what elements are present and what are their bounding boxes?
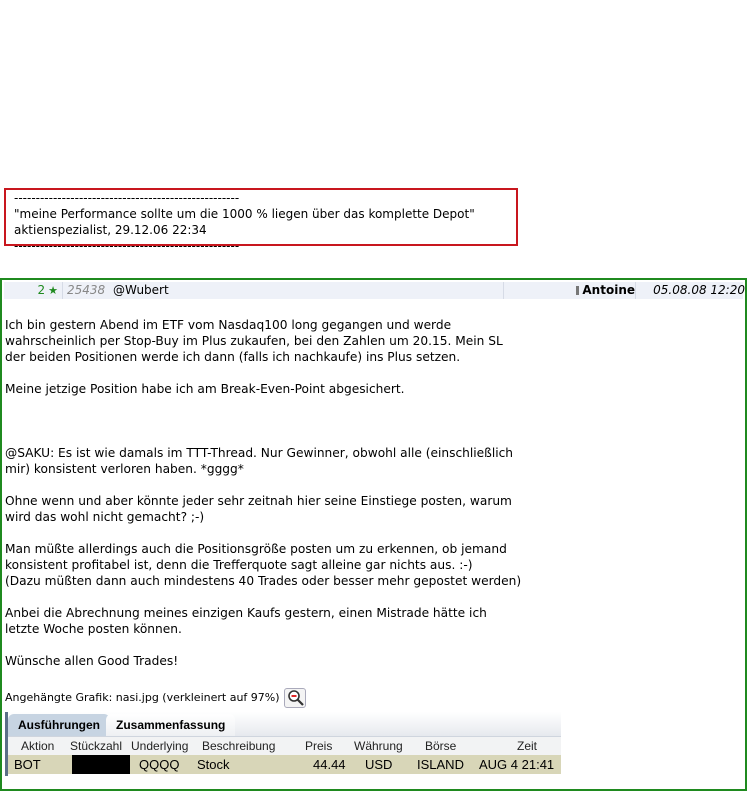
col-waehrung: Währung (354, 739, 403, 753)
body-line: konsistent profitabel ist, denn die Trefferquote sagt alleine gar nichts aus. :-) (5, 558, 473, 572)
online-status-icon (576, 286, 579, 295)
reply-to: @Wubert (113, 283, 169, 297)
post-rating[interactable] (4, 282, 63, 299)
quote-separator-bottom: ---------------------------------------------------- (14, 239, 240, 253)
body-line: @SAKU: Es ist wie damals im TTT-Thread. Nur Gewinner, obwohl alle (einschließlich (5, 446, 514, 460)
body-line: wird das wohl nicht gemacht? ;-) (5, 510, 205, 524)
attached-trade-image[interactable] (5, 712, 561, 776)
quote-attribution: aktienspezialist, 29.12.06 22:34 (14, 223, 207, 237)
col-underlying: Underlying (131, 739, 189, 753)
zoom-icon[interactable] (284, 688, 306, 708)
star-icon[interactable]: ★ (48, 284, 58, 297)
cell-waehrung: USD (365, 757, 393, 772)
cell-underlying: QQQQ (139, 757, 180, 772)
attachment-info (5, 688, 306, 708)
trade-tabs (8, 712, 561, 737)
tab-zusammenfassung: Zusammenfassung (106, 714, 235, 736)
trade-column-headers (8, 737, 561, 755)
body-line: Ohne wenn und aber könnte jeder sehr zeitnah hier seine Einstiege posten, warum (5, 494, 512, 508)
post-body (5, 317, 605, 669)
body-line: der beiden Positionen werde ich dann (falls ich nachkaufe) ins Plus setzen. (5, 350, 461, 364)
post-author[interactable] (513, 282, 636, 299)
post-id-cell (63, 282, 504, 299)
col-stueckzahl: Stückzahl (70, 739, 123, 753)
body-line: Meine jetzige Position habe ich am Break-Even-Point abgesichert. (5, 382, 405, 396)
body-line: Ich bin gestern Abend im ETF vom Nasdaq100 long gegangen und werde (5, 318, 452, 332)
body-line: Anbei die Abrechnung meines einzigen Kaufs gestern, einen Mistrade hätte ich (5, 606, 487, 620)
cell-aktion: BOT (14, 757, 41, 772)
cell-preis: 44.44 (313, 757, 346, 772)
tab-ausfuehrungen: Ausführungen (8, 714, 110, 736)
body-line: letzte Woche posten können. (5, 622, 182, 636)
col-aktion: Aktion (21, 739, 55, 753)
col-preis: Preis (305, 739, 333, 753)
body-line: wahrscheinlich per Stop-Buy im Plus zukaufen, bei den Zahlen um 20.15. Mein SL (5, 334, 503, 348)
trade-row (8, 755, 561, 774)
post-header (4, 282, 743, 299)
quote-separator-top: ---------------------------------------------------- (14, 191, 240, 205)
post-date: 05.08.08 12:20 (653, 283, 745, 297)
author-name[interactable]: Antoine (582, 283, 635, 297)
col-beschreibung: Beschreibung (202, 739, 276, 753)
rating-count: 2 (37, 283, 46, 297)
col-boerse: Börse (425, 739, 457, 753)
post-number[interactable]: 25438 (67, 283, 106, 297)
forum-post (0, 278, 747, 791)
quote-text: "meine Performance sollte um die 1000 % liegen über das komplette Depot" (14, 207, 475, 221)
signature-quote-box (4, 188, 518, 253)
col-zeit: Zeit (517, 739, 538, 753)
body-line: Man müßte allerdings auch die Positionsgröße posten um zu erkennen, ob jemand (5, 542, 507, 556)
body-line: (Dazu müßten dann auch mindestens 40 Trades oder besser mehr gepostet werden) (5, 574, 522, 588)
cell-beschreibung: Stock (197, 757, 230, 772)
body-line: mir) konsistent verloren haben. *gggg* (5, 462, 244, 476)
body-line: Wünsche allen Good Trades! (5, 654, 179, 668)
attachment-label: Angehängte Grafik: nasi.jpg (verkleinert auf 97%) (5, 691, 280, 704)
cell-zeit: AUG 4 21:41 (479, 757, 555, 772)
cell-stueckzahl-redacted (72, 755, 130, 774)
cell-boerse: ISLAND (417, 757, 464, 772)
